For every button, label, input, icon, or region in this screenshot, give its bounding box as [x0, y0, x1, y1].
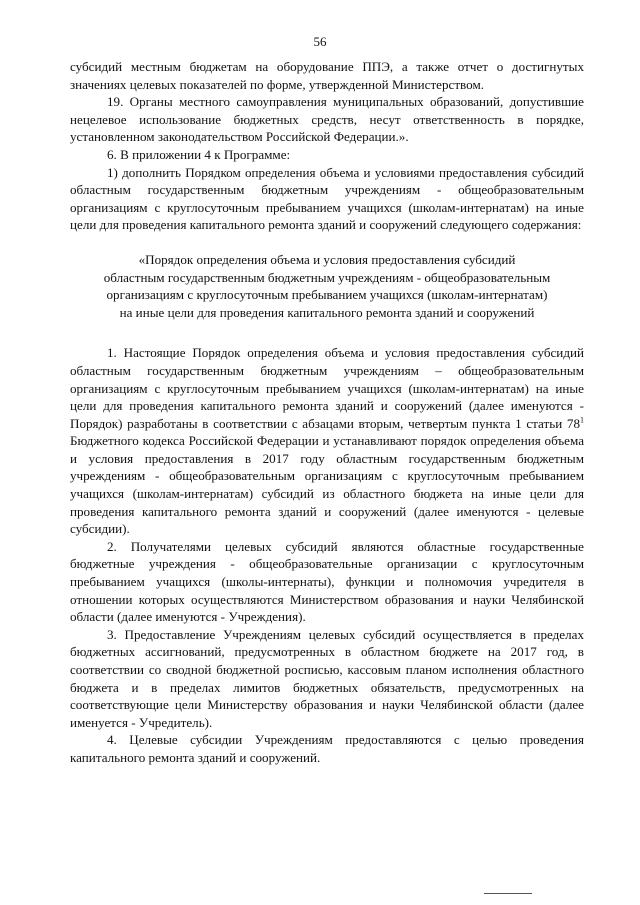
procedure-heading [70, 251, 584, 321]
footer-line [484, 893, 532, 894]
article-superscript: 1 [580, 415, 584, 425]
paragraph-procedure-point-3: 3. Предоставление Учреждениям целевых субсидий осуществляется в пределах бюджетных ассигнований, предусмотренных в областном бюджете на 2017 год, в соответствии со сводной бюджетной росписью, кассовым планом исполнения областного бюджета и в пределах лимитов бюджетных обязательств, предусмотренных на соответствующие цели Министерству образования и науки Челябинской области (далее именуется - Учредитель). [70, 626, 584, 730]
document-body [70, 58, 584, 767]
paragraph-appendix-4: 6. В приложении 4 к Программе: [107, 146, 291, 162]
point-1-text: 1. Настоящие Порядок определения объема и условия предоставления субсидий областным государственным бюджетным учреждениям – общеобразовательным организациям с круглосуточным пребыванием учащихся (школам-интернатам) на иные цели для проведения капитального ремонта зданий и сооружений (далее именуются - Порядок) разработаны в соответствии с абзацами вторым, четвертым пункта 1 статьи 78 [70, 345, 584, 431]
paragraph-procedure-point-4: 4. Целевые субсидии Учреждениям предоставляются с целью проведения капитального ремонта зданий и сооружений. [70, 732, 584, 765]
paragraph-procedure-point-2: 2. Получателями целевых субсидий являются областные государственные бюджетные учреждения - общеобразовательные организации с круглосуточным пребыванием учащихся (школы-интернаты), функции и полномочия учредителя в отношении которых осуществляются Министерством образования и науки Челябинской области (далее именуются - Учреждения). [70, 538, 584, 625]
heading-line: организациям с круглосуточным пребыванием учащихся (школам-интернатам) [106, 287, 548, 303]
heading-line: областным государственным бюджетным учреждениям - общеобразовательным [103, 269, 551, 285]
point-1-text-continued: Бюджетного кодекса Российской Федерации и устанавливают порядок определения объема и условия предоставления в 2017 году областным государственным бюджетным учреждениям - общеобразовательным организациям с круглосуточным пребыванием учащихся (школам-интернатам) субсидий из областного бюджета на иные цели для проведения капитального ремонта зданий и сооружений (далее именуются - целевые субсидии). [70, 433, 584, 537]
paragraph-procedure-point-1 [70, 344, 584, 538]
page-number: 56 [313, 34, 327, 49]
heading-line: «Порядок определения объема и условия предоставления субсидий [138, 251, 516, 267]
paragraph-subsidies-report: субсидий местным бюджетам на оборудование ППЭ, а также отчет о достигнутых значениях целевых показателей по форме, утвержденной Министерством. [70, 59, 584, 92]
paragraph-subpoint-1: 1) дополнить Порядком определения объема и условиями предоставления субсидий областным государственным бюджетным учреждениям - общеобразовательным организациям с круглосуточным пребыванием учащихся (школам-интернатам) на иные цели для проведения капитального ремонта зданий и сооружений следующего содержания: [70, 164, 584, 233]
paragraph-point-19: 19. Органы местного самоуправления муниципальных образований, допустившие нецелевое использование бюджетных средств, несут ответственность в порядке, установленном законодательством Российской Федерации.». [70, 94, 584, 145]
heading-line: на иные цели для проведения капитального ремонта зданий и сооружений [119, 304, 535, 320]
